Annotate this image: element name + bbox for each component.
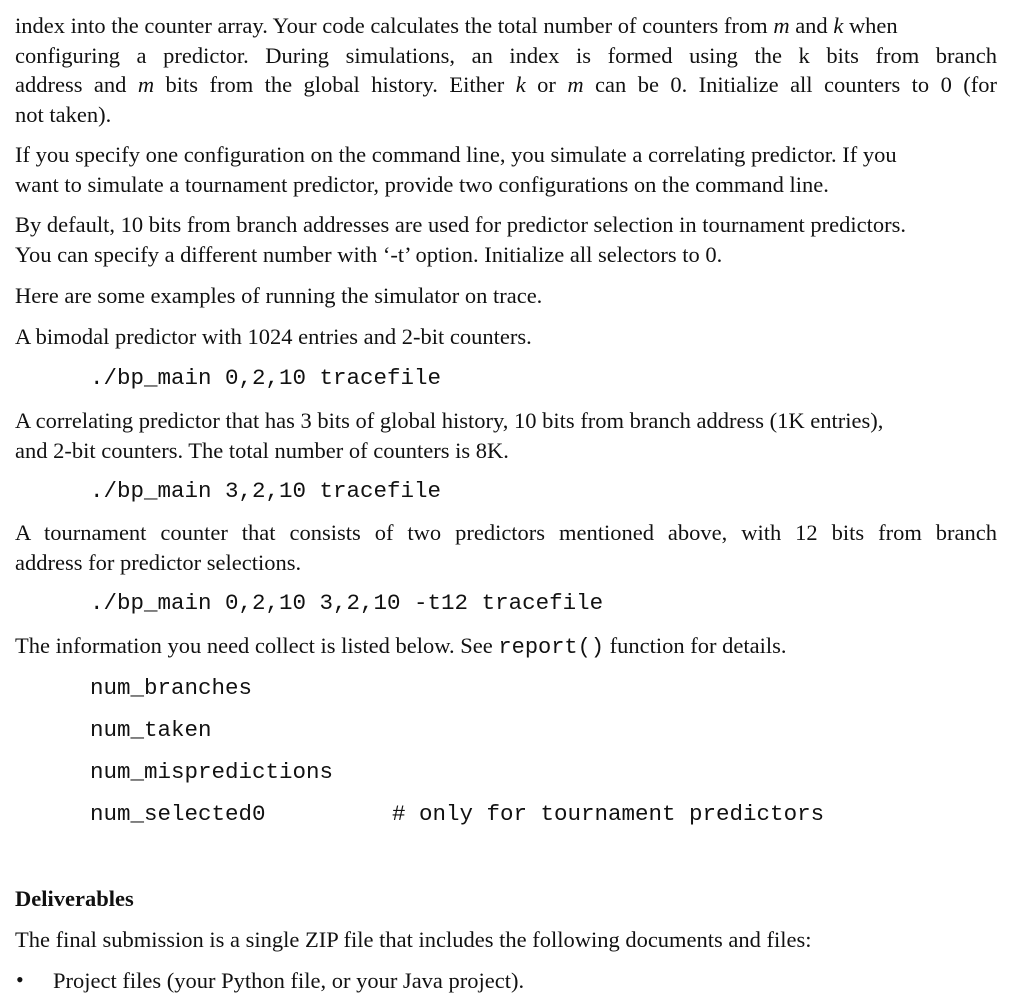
paragraph-correlating — [15, 406, 997, 465]
paragraph-line: A correlating predictor that has 3 bits of global history, 10 bits from branch address (1K entries), — [15, 408, 884, 433]
paragraph-bimodal: A bimodal predictor with 1024 entries and 2-bit counters. — [15, 324, 532, 349]
paragraph-correlating-config — [15, 140, 997, 199]
stat-num-selected0: num_selected0 — [90, 801, 266, 827]
report-function-name: report() — [498, 635, 605, 660]
section-heading-deliverables: Deliverables — [15, 886, 134, 911]
stat-num-taken: num_taken — [90, 717, 212, 743]
code-example-bimodal: ./bp_main 0,2,10 tracefile — [90, 365, 442, 391]
code-example-tournament: ./bp_main 0,2,10 3,2,10 -t12 tracefile — [90, 590, 604, 616]
paragraph-examples-intro: Here are some examples of running the simulator on trace. — [15, 283, 543, 308]
paragraph-line: A tournament counter that consists of two predictors mentioned above, with 12 bits from branch — [15, 520, 997, 545]
paragraph-line: and 2-bit counters. The total number of counters is 8K. — [15, 437, 509, 463]
paragraph-counter-index — [15, 11, 997, 129]
paragraph-line: configuring a predictor. During simulations, an index is formed using the k bits from branch — [15, 42, 997, 68]
paragraph-line: By default, 10 bits from branch addresses are used for predictor selection in tournament predictors. — [15, 212, 906, 237]
paragraph-tournament — [15, 518, 997, 577]
code-example-correlating: ./bp_main 3,2,10 tracefile — [90, 478, 442, 504]
list-item-project-files: Project files (your Python file, or your Java project). — [53, 968, 525, 993]
paragraph-line: index into the counter array. Your code calculates the total number of counters from m and k when — [15, 13, 898, 38]
paragraph-line: not taken). — [15, 101, 112, 127]
paragraph-line: want to simulate a tournament predictor, provide two configurations on the command line. — [15, 171, 829, 197]
paragraph-info-collect: The information you need collect is listed below. See report() function for details. — [15, 633, 787, 660]
paragraph-line: If you specify one configuration on the command line, you simulate a correlating predictor. If you — [15, 142, 897, 167]
paragraph-line: address and m bits from the global history. Either k or m can be 0. Initialize all counters to 0 (for — [15, 72, 997, 97]
paragraph-deliverables-intro: The final submission is a single ZIP file that includes the following documents and files: — [15, 927, 812, 952]
stat-comment: # only for tournament predictors — [392, 801, 825, 827]
stat-num-branches: num_branches — [90, 675, 253, 701]
paragraph-line: You can specify a different number with ‘-t’ option. Initialize all selectors to 0. — [15, 241, 723, 267]
paragraph-selector-default — [15, 210, 997, 269]
bullet-icon: • — [16, 967, 24, 992]
stat-num-mispredictions: num_mispredictions — [90, 759, 334, 785]
paragraph-line: address for predictor selections. — [15, 549, 302, 575]
